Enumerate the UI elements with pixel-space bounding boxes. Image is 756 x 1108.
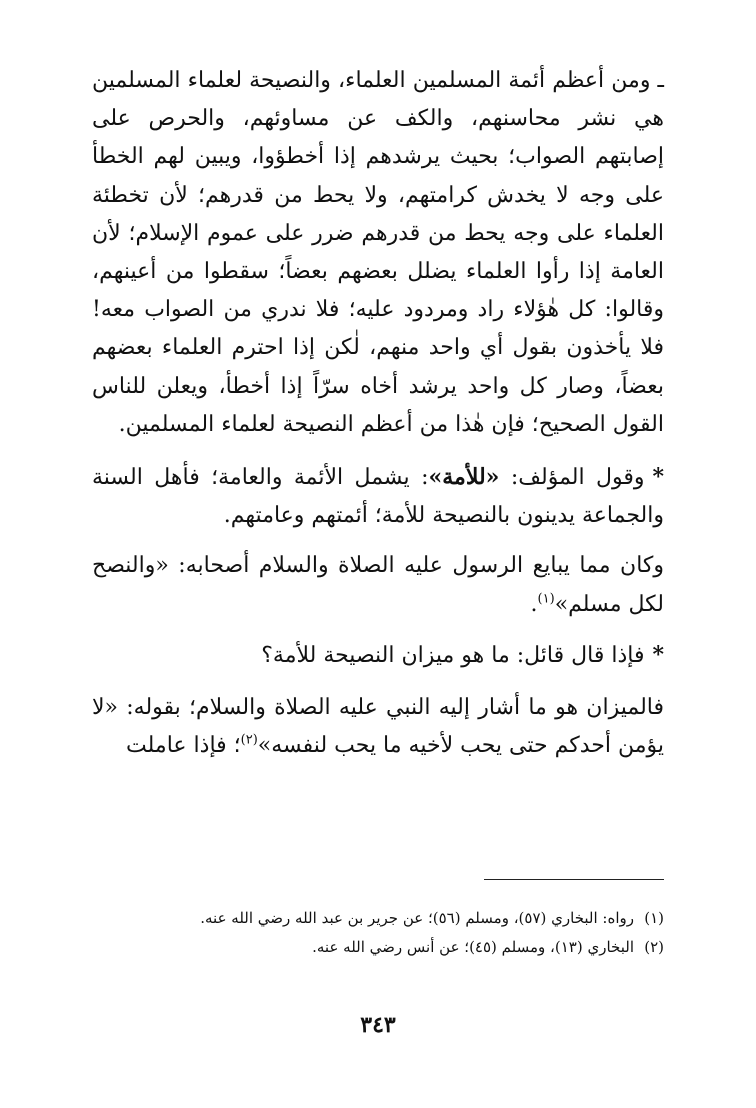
- quoted-term: «للأمة»: [428, 464, 500, 491]
- paragraph-measure: [92, 689, 664, 765]
- paragraph-lead: وقول المؤلف:: [499, 465, 645, 491]
- asterisk-marker: *: [652, 641, 664, 668]
- paragraph-scholars-advice: ـ ومن أعظم أئمة المسلمين العلماء، والنصيحة لعلماء المسلمين هي نشر محاسنهم، والكف عن مساوئهم، والحرص على إصابتهم الصواب؛ بحيث يرشدهم إذا أخطؤوا، ويبين لهم الخطأ على وجه لا يخدش كرامتهم، ولا يحط من قدرهم؛ لأن تخطئة العلماء على وجه يحط من قدرهم ضرر على عموم الإسلام؛ لأن العامة إذا رأوا العلماء يضلل بعضهم بعضاً؛ سقطوا من أعينهم، وقالوا: كل هٰؤلاء راد ومردود عليه؛ فلا ندري من الصواب معه! فلا يأخذون بقول أي واحد منهم، لٰكن إذا احترم العلماء بعضهم بعضاً، وصار كل واحد يرشد أخاه سرّاً إذا أخطأ، ويعلن للناس القول الصحيح؛ فإن هٰذا من أعظم النصيحة لعلماء المسلمين.: [92, 68, 664, 437]
- paragraph-text: فالميزان هو ما أشار إليه النبي عليه الصلاة والسلام؛ بقوله: «لا يؤمن أحدكم حتى يحب لأخيه ما يحب لنفسه»: [92, 695, 664, 759]
- asterisk-marker: *: [652, 464, 665, 491]
- footnote-text: البخاري (١٣)، ومسلم (٤٥)؛ عن أنس رضي الله عنه.: [312, 938, 634, 956]
- paragraph-ummah-definition: [92, 458, 664, 535]
- footnote-text: رواه: البخاري (٥٧)، ومسلم (٥٦)؛ عن جرير بن عبد الله رضي الله عنه.: [200, 909, 634, 927]
- paragraph-rest: : يشمل الأئمة والعامة؛ فأهل السنة والجماعة يدينون بالنصيحة للأمة؛ أئمتهم وعامتهم.: [92, 465, 664, 529]
- footnote-number: (١): [644, 909, 664, 927]
- paragraph-tail: .: [530, 591, 538, 617]
- paragraph-question: [92, 636, 664, 675]
- paragraph-tail: ؛ فإذا عاملت: [126, 733, 241, 759]
- footnote-ref-2[interactable]: (٢): [240, 732, 258, 748]
- footnotes-section: [92, 904, 664, 962]
- footnote-2: [92, 933, 664, 962]
- page-number: ٣٤٣: [360, 1012, 396, 1038]
- footnote-divider: [484, 879, 664, 880]
- page-body: [92, 62, 664, 765]
- paragraph-pledge: [92, 547, 664, 623]
- paragraph-text: وكان مما يبايع الرسول عليه الصلاة والسلام أصحابه: «والنصح لكل مسلم»: [92, 553, 664, 617]
- footnote-1: [92, 904, 664, 933]
- footnote-number: (٢): [644, 938, 664, 956]
- footnote-ref-1[interactable]: (١): [537, 591, 555, 607]
- question-text: فإذا قال قائل: ما هو ميزان النصيحة للأمة؟: [261, 642, 645, 668]
